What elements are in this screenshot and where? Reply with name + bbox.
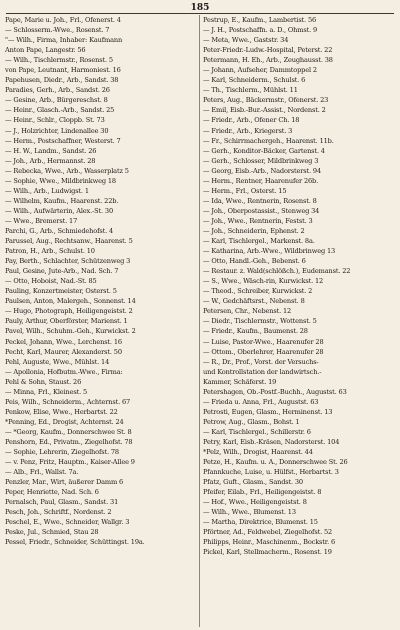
directory-entry: Peis, Wilh., Schneiderm., Achternst. 67 [5, 397, 131, 406]
directory-entry: — Friedr., Arb., Kriegerst. 3 [203, 126, 293, 135]
directory-entry: — Friedr., Arb., Ofener Ch. 18 [203, 116, 300, 125]
directory-entry: — Apollonia, Hofbutm.-Wwe., Firma: [5, 367, 123, 376]
directory-entry: — Wilh., Aufwärterin, Alex.-St. 30 [5, 206, 113, 215]
directory-entry: — Joh., Wwe., Rentnerin, Festst. 3 [203, 216, 313, 225]
directory-entry: Petrosti, Eugen, Glasm., Herminenst. 13 [203, 407, 333, 416]
directory-entry: Philipps, Heinr., Maschinenm., Bockstr. 6 [203, 538, 336, 547]
directory-entry: von Pape, Leutnant, Harmoniest. 16 [5, 66, 121, 75]
directory-entry: — Hof., Wwe., Heiligengeistst. 8 [203, 498, 307, 507]
directory-entry: Pauling, Konzertmeister, Osterst. 5 [5, 287, 117, 296]
directory-entry: Pestrup, E., Kaufm., Lambertist. 56 [203, 16, 317, 24]
directory-entry: Petze, H., Kaufm. u. A., Donnerschwee St. 26 [203, 458, 348, 467]
directory-entry: — Karl, Schneiderm., Schulst. 6 [203, 76, 306, 85]
directory-entry: Pessel, Friedr., Schneider, Schüttingst. 19a. [5, 538, 145, 547]
directory-entry: — Friedr., Kaufm., Baumenst. 28 [203, 327, 308, 336]
directory-entry: — Karl, Tischlergel., Schillerstr. 6 [203, 427, 311, 436]
directory-entry: Penshorn, Ed., Privatm., Ziegelhofst. 78 [5, 437, 133, 446]
directory-entry: Pfeifer, Eilab., Frl., Heiligengeistst. 8 [203, 488, 322, 497]
directory-entry: Petermann, H. Eh., Arb., Zeughausst. 38 [203, 56, 333, 65]
directory-entry: — Ottom., Oberlehrer, Haarenufer 28 [203, 347, 324, 356]
directory-entry: — Otto, Handl.-Geh., Bebenst. 6 [203, 257, 306, 266]
header-rule [6, 13, 394, 14]
page-number: 185 [190, 3, 210, 13]
directory-entry: — Katharina, Arb.-Wwe., Wildbrinweg 13 [203, 247, 336, 256]
directory-entry: Peters, Aug., Bäckermstr., Ofenerst. 23 [203, 96, 329, 105]
directory-entry: Penkow, Elise, Wwe., Herbartst. 22 [5, 407, 118, 416]
directory-entry: — Martha, Direktrice, Blumenst. 15 [203, 518, 318, 527]
directory-entry: Pfannkuche, Luise, u. Hülfst., Herbartst. 3 [203, 468, 339, 477]
directory-entry: — S., Wwe., Wäsch-rin, Kurwickst. 12 [203, 277, 324, 286]
directory-entry: — Th., Tischlerm., Mühlst. 11 [203, 86, 298, 95]
directory-entry: und Kontrollstation der landwirtsch.- [203, 367, 322, 376]
directory-entry: Peter-Friedr.-Ludw.-Hospital, Peterst. 22 [203, 46, 333, 55]
directory-entry: — H. W., Landm., Sandst. 26 [5, 146, 97, 155]
directory-entry: — Joh., Schneiderin, Ephenst. 2 [203, 226, 305, 235]
directory-entry: Pehl & Sohn, Staust. 26 [5, 377, 82, 386]
directory-entry: — Herm., Rentner, Haarenufer 26b. [203, 176, 319, 185]
directory-entry: Petry, Karl, Eisb.-Kräsen, Nadorsterst. 104 [203, 437, 340, 446]
directory-entry: Pickel, Karl, Stellmacherm., Rosenst. 19 [203, 548, 332, 557]
directory-entry: — Diedr., Tischlermstr., Wottenst. 5 [203, 317, 317, 326]
directory-entry: Pförtner, Ad., Feldwebel, Ziegelhofst. 52 [203, 528, 333, 537]
directory-entry: — Herm., Postschaffner, Westerst. 7 [5, 136, 121, 145]
directory-entry: — R., Dr., Prof., Vorst. der Versuchs- [203, 357, 319, 366]
directory-entry: Petersen, Chr., Nebenst. 12 [203, 307, 292, 316]
directory-entry: — Joh., Arb., Hermannst. 28 [5, 156, 96, 165]
directory-entry: — Alb., Frl., Wallst. 7a. [5, 468, 79, 477]
directory-entry: — Gerh., Konditor-Bäcker, Gartenst. 4 [203, 146, 325, 155]
directory-entry: Anton Pape, Langestr. 56 [5, 46, 86, 55]
directory-entry: — Joh., Oberpostassist., Stenweg 34 [203, 206, 320, 215]
directory-entry: — Johann, Aufseher, Dammtoppel 2 [203, 66, 317, 75]
directory-entry: — Wwe., Bremerst. 17 [5, 216, 78, 225]
directory-entry: Pecht, Karl, Maurer, Alexanderst. 50 [5, 347, 122, 356]
directory-entry: — Minna, Frl., Kleinest. 5 [5, 387, 88, 396]
directory-entry: — Meta, Wwe., Gaststr. 34 [203, 36, 289, 45]
directory-entry: Pehl, Auguste, Wwe., Mühlst. 14 [5, 357, 110, 366]
directory-entry: — J. H., Postschaffn. a. D., Ohmst. 9 [203, 26, 318, 35]
directory-entry: Kammer, Schäferst. 19 [203, 377, 277, 386]
directory-entry: Paulsen, Anton, Malergeh., Sonnenst. 14 [5, 297, 136, 306]
directory-entry: — Schlosserm.-Wwe., Rosenst. 7 [5, 26, 110, 35]
directory-entry: — Wilh., Tischlermstr., Rosenst. 5 [5, 56, 113, 65]
directory-entry: — Restaur. z. Wald(schlößch.), Eudemanst. 22 [203, 267, 351, 276]
directory-entry: *Pelz, Wilh., Drogist, Haarenst. 44 [203, 448, 313, 457]
directory-entry: — J., Holzrichter, Lindenallee 30 [5, 126, 109, 135]
directory-entry: Papehusen, Diedr., Arb., Sandst. 38 [5, 76, 119, 85]
directory-entry: "— Wilh., Firma, Inhaber: Kaufmann [5, 36, 123, 45]
directory-entry: — Otto, Hoboist, Nad.-St. 85 [5, 277, 97, 286]
directory-entry: — Gerh., Schlosser, Mildbrinkweg 3 [203, 156, 319, 165]
directory-entry: Paradies, Gerh., Arb., Sandst. 26 [5, 86, 110, 95]
directory-entry: Peske, Jul., Schmied, Stau 28 [5, 528, 99, 537]
directory-entry: — Wilh., Wwe., Blumenst. 13 [203, 508, 296, 517]
directory-entry: — Sophie, Wwe., Mildbrinkweg 18 [5, 176, 116, 185]
directory-entry: — Frieda u. Anna, Frl., Augustst. 63 [203, 397, 319, 406]
directory-entry: — Heinr., Schlr., Cloppb. St. 73 [5, 116, 105, 125]
directory-entry: Pernalsch, Paul, Glasm., Sandst. 31 [5, 498, 119, 507]
directory-entry: Penzler, Mar., Wirt, äußerer Damm 6 [5, 478, 124, 487]
directory-entry: — Sophie, Lehrerin, Ziegelhofst. 78 [5, 448, 119, 457]
directory-entry: — Theod., Schreiber, Kurwickst. 2 [203, 287, 313, 296]
directory-entry: Pay, Berth., Schlachter, Schützenweg 3 [5, 257, 131, 266]
directory-entry: — Luise, Pastor-Wwe., Haarenufer 28 [203, 337, 324, 346]
directory-entry: — Georg, Eisb.-Arb., Nadorsterst. 94 [203, 166, 322, 175]
right-column [203, 15, 395, 627]
directory-entry: Patron, H., Arb., Schulst. 10 [5, 247, 95, 256]
directory-entry: — Herm., Frl., Osterst. 15 [203, 186, 287, 195]
directory-entry: — *Georg, Kaufm., Donnerschwee St. 8 [5, 427, 132, 436]
directory-entry: — Ida, Wwe., Rentnerin, Rosenst. 8 [203, 196, 317, 205]
directory-entry: Parchi, G., Arb., Schmiedehofst. 4 [5, 226, 114, 235]
directory-entry: — Gesine, Arb., Bürgereschst. 8 [5, 96, 108, 105]
directory-entry: Pavel, Wilh., Schuhm.-Geh., Kurwickst. 2 [5, 327, 136, 336]
directory-entry: — Rebecka, Wwe., Arb., Wasserplatz 5 [5, 166, 129, 175]
directory-entry: — Wilh., Arb., Ludwigst. 1 [5, 186, 89, 195]
column-divider [199, 15, 200, 627]
directory-entry: Pape, Marie u. Joh., Frl., Ofenerst. 4 [5, 16, 121, 24]
left-column [5, 15, 197, 627]
directory-entry: Parussel, Aug., Rechtsanw., Haarenst. 5 [5, 237, 133, 246]
directory-entry: — Hugo, Photograph, Heiligengeistst. 2 [5, 307, 133, 316]
directory-entry: — Wilhelm, Kaufm., Haarenst. 22b. [5, 196, 119, 205]
directory-entry: — Fr., Schirrmachergeh., Haarenst. 11b. [203, 136, 334, 145]
directory-entry: — v. Penz, Fritz, Hauptm., Kaiser-Allee 9 [5, 458, 135, 467]
directory-entry: Pauly, Arthur, Oberförster, Marienst. 1 [5, 317, 128, 326]
directory-entry: Petershagen, Ob.-Postf.-Buchh., Augustst. 63 [203, 387, 347, 396]
directory-entry: — W., Gedchäftsrst., Nebenst. 8 [203, 297, 305, 306]
directory-entry: Peper, Henriette, Nad. Sch. 6 [5, 488, 99, 497]
directory-entry: Pesch, Joh., Schriftf., Nordenst. 2 [5, 508, 112, 517]
directory-entry: — Heinr., Glasch.-Arb., Sandst. 25 [5, 106, 115, 115]
directory-entry: *Penning, Ed., Drogist, Achternst. 24 [5, 417, 124, 426]
directory-entry: Petrow, Aug., Glasm., Bohst. 1 [203, 417, 300, 426]
directory-entry: — Karl, Tischlergel., Markenst. 8a. [203, 237, 315, 246]
directory-entry: Pfatz, Guft., Glasm., Sandst. 30 [203, 478, 303, 487]
directory-entry: Paul, Gesine, Jute-Arb., Nad. Sch. 7 [5, 267, 119, 276]
directory-entry: Peschel, E., Wwe., Schneider, Wallgr. 3 [5, 518, 130, 527]
directory-entry: — Emil, Eisb.-Bur.-Assist., Nordenst. 2 [203, 106, 326, 115]
directory-entry: Peckel, Johann, Wwe., Lerchenst. 16 [5, 337, 122, 346]
